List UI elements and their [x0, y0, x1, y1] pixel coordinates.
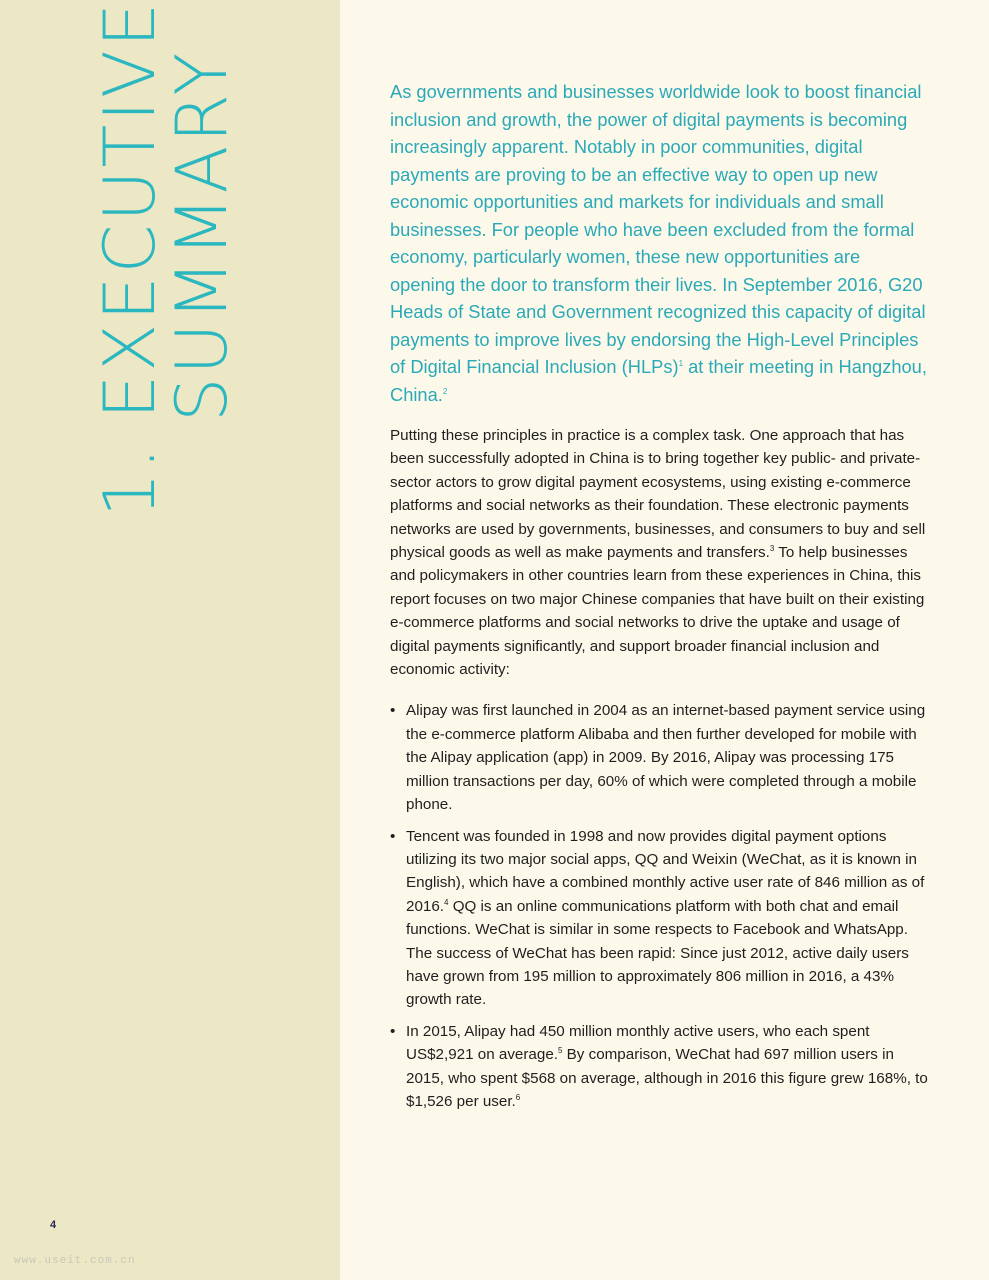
list-item [390, 825, 930, 1012]
section-title [75, 0, 243, 522]
sidebar [0, 0, 340, 1280]
bullet-list [390, 699, 930, 1113]
page-number: 4 [50, 1219, 57, 1231]
body-text-2: To help businesses and policymakers in other countries learn from these experiences in China, this report focuses on two major Chinese companies that have built on their existing e-commerce platforms and social networks to drive the uptake and usage of digital payments significantly, and support broader financial inclusion and economic activity: [390, 544, 925, 679]
lead-paragraph [390, 78, 930, 408]
footnote-ref-5[interactable]: 5 [558, 1046, 563, 1056]
list-item [390, 1020, 930, 1114]
body-paragraph [390, 424, 930, 681]
lead-text-2: at their meeting in Hangzhou, China. [390, 356, 927, 405]
bullet-marker: • [390, 827, 396, 845]
footnote-ref-1[interactable]: 1 [678, 358, 684, 368]
footnote-ref-2[interactable]: 2 [442, 386, 448, 396]
section-title-line-2: SUMMARY [161, 49, 243, 422]
list-item-text-2: QQ is an online communications platform with both chat and email functions. WeChat is similar in some respects to Facebook and WhatsApp. The success of WeChat has been rapid: Since just 2012, active daily users have grown from 195 million to approximately 806 million in 2016, a 43% growth rate. [406, 897, 909, 1009]
main-content [390, 78, 930, 1121]
section-title-line-1: 1. EXECUTIVE [89, 0, 171, 517]
footnote-ref-4[interactable]: 4 [444, 897, 449, 907]
bullet-marker: • [390, 702, 396, 720]
footnote-ref-3[interactable]: 3 [769, 543, 775, 553]
list-item-text: Tencent was founded in 1998 and now provides digital payment options utilizing its two major social apps, QQ and Weixin (WeChat, as it is known in English), which have a combined monthly active user rate of 846 million as of 2016. [406, 827, 925, 915]
list-item-text: Alipay was first launched in 2004 as an internet-based payment service using the e-commerce platform Alibaba and then further developed for mobile with the Alipay application (app) in 2009. By 2016, Alipay was processing 175 million transactions per day, 60% of which were completed through a mobile phone. [406, 702, 926, 814]
footnote-ref-6[interactable]: 6 [515, 1092, 521, 1102]
watermark: www.useit.com.cn [14, 1255, 136, 1267]
list-item-text: In 2015, Alipay had 450 million monthly active users, who each spent US$2,921 on average. [406, 1022, 870, 1064]
body-text: Putting these principles in practice is a complex task. One approach that has been successfully adopted in China is to bring together key public- and private-sector actors to grow digital payment ecosystems, using existing e-commerce platforms and social networks as their foundation. These electronic payments networks are used by governments, businesses, and consumers to buy and sell physical goods as well as make payments and transfers. [390, 427, 926, 562]
list-item-text-2: By comparison, WeChat had 697 million users in 2015, who spent $568 on average, although in 2016 this figure grew 168%, to $1,526 per user. [406, 1046, 928, 1110]
list-item [390, 699, 930, 816]
bullet-marker: • [390, 1022, 396, 1040]
lead-text: As governments and businesses worldwide look to boost financial inclusion and growth, the power of digital payments is becoming increasingly apparent. Notably in poor communities, digital payments are proving to be an effective way to open up new economic opportunities and markets for individuals and small businesses. For people who have been excluded from the formal economy, particularly women, these new opportunities are opening the door to transform their lives. In September 2016, G20 Heads of State and Government recognized this capacity of digital payments to improve lives by endorsing the High-Level Principles of Digital Financial Inclusion (HLPs) [390, 81, 926, 377]
